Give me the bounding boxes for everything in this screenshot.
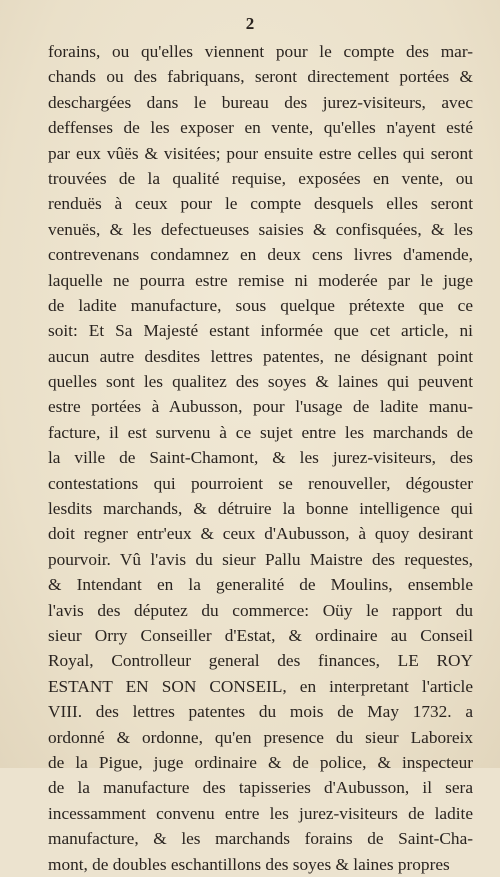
text-line: manufacture, & les marchands forains de Saint-Cha- [48,829,473,849]
text-line: contestations qui pourroient se renouveller, dégouster [48,473,473,493]
text-line: VIII. des lettres patentes du mois de May 1732. a [48,702,473,722]
text-line: quelles sont les qualitez des soyes & laines qui peuvent [48,372,473,392]
text-line: de la Pigue, juge ordinaire & de police, & inspecteur [48,752,473,772]
text-line: Royal, Controlleur general des finances, LE ROY [48,651,473,671]
text-line: ESTANT EN SON CONSEIL, en interpretant l'article [48,676,473,696]
text-line: contrevenans condamnez en deux cens livres d'amende, [48,245,473,265]
text-line: ordonné & ordonne, qu'en presence du sieur Laboreix [48,727,473,747]
text-line: par eux vûës & visitées; pour ensuite estre celles qui seront [48,143,473,163]
body-text [48,39,473,877]
text-line: trouvées de la qualité requise, exposées en vente, ou [48,168,473,188]
text-line: lesdits marchands, & détruire la bonne intelligence qui [48,499,473,519]
text-line: renduës à ceux pour le compte desquels elles seront [48,194,473,214]
text-line: estre portées à Aubusson, pour l'usage de ladite manu- [48,397,473,417]
text-line: venuës, & les defectueuses saisies & confisquées, & les [48,219,473,239]
text-line: soit: Et Sa Majesté estant informée que cet article, ni [48,321,473,341]
text-line: sieur Orry Conseiller d'Estat, & ordinaire au Conseil [48,625,473,645]
text-line: incessamment convenu entre les jurez-visiteurs de ladite [48,803,473,823]
text-line: de ladite manufacture, sous quelque prétexte que ce [48,295,473,315]
text-line: mont, de doubles eschantillons des soyes & laines propres [48,854,450,874]
text-line: de la manufacture des tapisseries d'Aubusson, il sera [48,778,473,798]
text-line: & Intendant en la generalité de Moulins, ensemble [48,575,473,595]
text-line: deschargées dans le bureau des jurez-visiteurs, avec [48,92,473,112]
text-line: doit regner entr'eux & ceux d'Aubusson, à quoy desirant [48,524,473,544]
page-number: 2 [245,14,255,33]
text-line: aucun autre desdites lettres patentes, ne désignant point [48,346,473,366]
text-line: la ville de Saint-Chamont, & les jurez-visiteurs, des [48,448,473,468]
text-line: forains, ou qu'elles viennent pour le compte des mar- [48,42,473,61]
text-line: chands ou des fabriquans, seront directement portées & [48,67,473,87]
text-line: facture, il est survenu à ce sujet entre les marchands de [48,422,473,442]
text-line: pourvoir. Vû l'avis du sieur Pallu Maistre des requestes, [48,549,473,569]
text-line: l'avis des députez du commerce: Oüy le rapport du [48,600,473,620]
text-line: deffenses de les exposer en vente, qu'elles n'ayent esté [48,118,473,138]
text-line: laquelle ne pourra estre remise ni moderée par le juge [48,270,473,290]
